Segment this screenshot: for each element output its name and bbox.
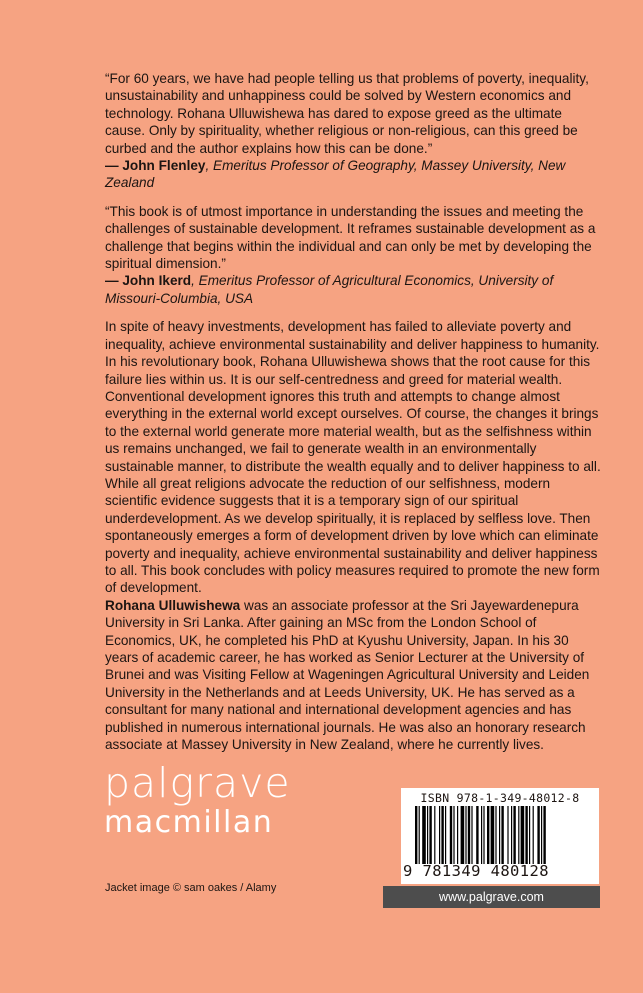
barcode-bar [499, 806, 500, 864]
barcode-bar [445, 806, 446, 864]
endorsement-attribution [105, 157, 605, 192]
barcode-bar [518, 806, 519, 864]
barcode-bar [525, 806, 527, 864]
barcode-bar [434, 806, 435, 864]
barcode-bar [476, 806, 478, 864]
barcode-bar [471, 806, 472, 864]
publisher-website[interactable]: www.palgrave.com [383, 886, 600, 908]
endorsement-2 [105, 203, 605, 307]
barcode-bar [507, 806, 508, 864]
barcode-bar [457, 806, 458, 864]
barcode-bar [481, 806, 482, 864]
barcode-bar [543, 806, 545, 864]
author-bio-text: was an associate professor at the Sri Jayewardenepura University in Sri Lanka. After gaining an MSc from the London School of Economics, UK, he completed his PhD at Kyushu University, Japan. In his 30 years of academic career, he has worked as Senior Lecturer at the University of Brunei and was Visiting Fellow at Wageningen Agricultural University and Leiden University in the Netherlands and at Leeds University, UK. He has served as a consultant for many national and international development agencies and has published in numerous international journals. He was also an honorary research associate at Massey University in New Zealand, where he currently lives. [105, 597, 590, 753]
publisher-logo [104, 760, 291, 840]
endorsement-attribution [105, 272, 605, 307]
author-name: Rohana Ulluwishewa [105, 597, 241, 613]
endorsement-quote: “This book is of utmost importance in understanding the issues and meeting the challenges of sustainable development. It reframes sustainable development as a challenge that begins within the individual and can only be met by developing the spiritual dimension.” [105, 203, 596, 272]
jacket-image-credit: Jacket image © sam oakes / Alamy [105, 882, 277, 894]
barcode-bar [429, 806, 431, 864]
barcode-bar [529, 806, 530, 864]
barcode-bar [495, 806, 496, 864]
isbn-digits: 9 781349 480128 [403, 862, 549, 880]
endorsement-quote: “For 60 years, we have had people telling us that problems of poverty, inequality, unsustainability and unhappiness could be solved by Western economics and technology. Rohana Ulluwishewa has dared to expose greed as the ultimate cause. Only by spirituality, whether religious or non-religious, can this greed be curbed and the author explains how this can be done.” [105, 71, 589, 156]
barcode-bar [541, 806, 542, 864]
barcode-bar [450, 806, 452, 864]
barcode-bar [521, 806, 525, 864]
barcode-bar [427, 806, 428, 864]
barcode-bar [453, 806, 454, 864]
book-blurb: In spite of heavy investments, development has failed to alleviate poverty and inequality, achieve environmental sustainability and deliver happiness to humanity. In his revolutionary book, Rohana Ulluwishewa shows that the root cause for this failure lies within us. It is our self-centredness and greed for material wealth. Conventional development ignores this truth and attempts to change almost everything in the external world except ourselves. Of course, the changes it brings to the external world generate more material wealth, but as the selfishness within us remains unchanged, we fail to generate wealth in an environmentally sustainable manner, to distribute the wealth equally and to deliver happiness to all. While all great religions advocate the reduction of our selfishness, modern scientific evidence suggests that it is a temporary sign of our spiritual underdevelopment. As we develop spiritually, it is replaced by selfless love. Then spontaneously emerges a form of development driven by love which can eliminate poverty and inequality, achieve environmental sustainability and deliver happiness to all. This book concludes with policy measures required to promote the new form of development. [105, 319, 601, 596]
isbn-barcode [401, 788, 599, 884]
isbn-label: ISBN 978-1-349-48012-8 [420, 791, 580, 805]
endorsement-1 [105, 70, 605, 192]
publisher-logo-line1: palgrave [104, 759, 291, 807]
barcode-bar [483, 806, 484, 864]
barcode-bar [439, 806, 440, 864]
barcode-bar [422, 806, 426, 864]
endorsement-author: — John Flenley [105, 158, 206, 174]
barcode-bar [537, 806, 539, 864]
barcode-bar [415, 806, 417, 864]
barcode-bar [501, 806, 503, 864]
barcode-bar [487, 806, 489, 864]
publisher-logo-line2: macmillan [104, 805, 274, 840]
barcode-bar [419, 806, 420, 864]
barcode-bar [511, 806, 512, 864]
barcode-bar [513, 806, 515, 864]
barcode-bars [415, 806, 587, 864]
back-cover-text [105, 70, 605, 753]
barcode-bar [441, 806, 443, 864]
barcode-bar [465, 806, 466, 864]
endorsement-author: — John Ikerd [105, 273, 192, 289]
barcode-bar [533, 806, 534, 864]
barcode-bar [491, 806, 495, 864]
author-bio [105, 597, 605, 754]
endorsement-affiliation: , Emeritus Professor of Geography, Massey University, New Zealand [105, 158, 566, 191]
barcode-bar [468, 806, 470, 864]
barcode-bar [461, 806, 465, 864]
endorsement-affiliation: , Emeritus Professor of Agricultural Economics, University of Missouri-Columbia, USA [105, 273, 554, 306]
